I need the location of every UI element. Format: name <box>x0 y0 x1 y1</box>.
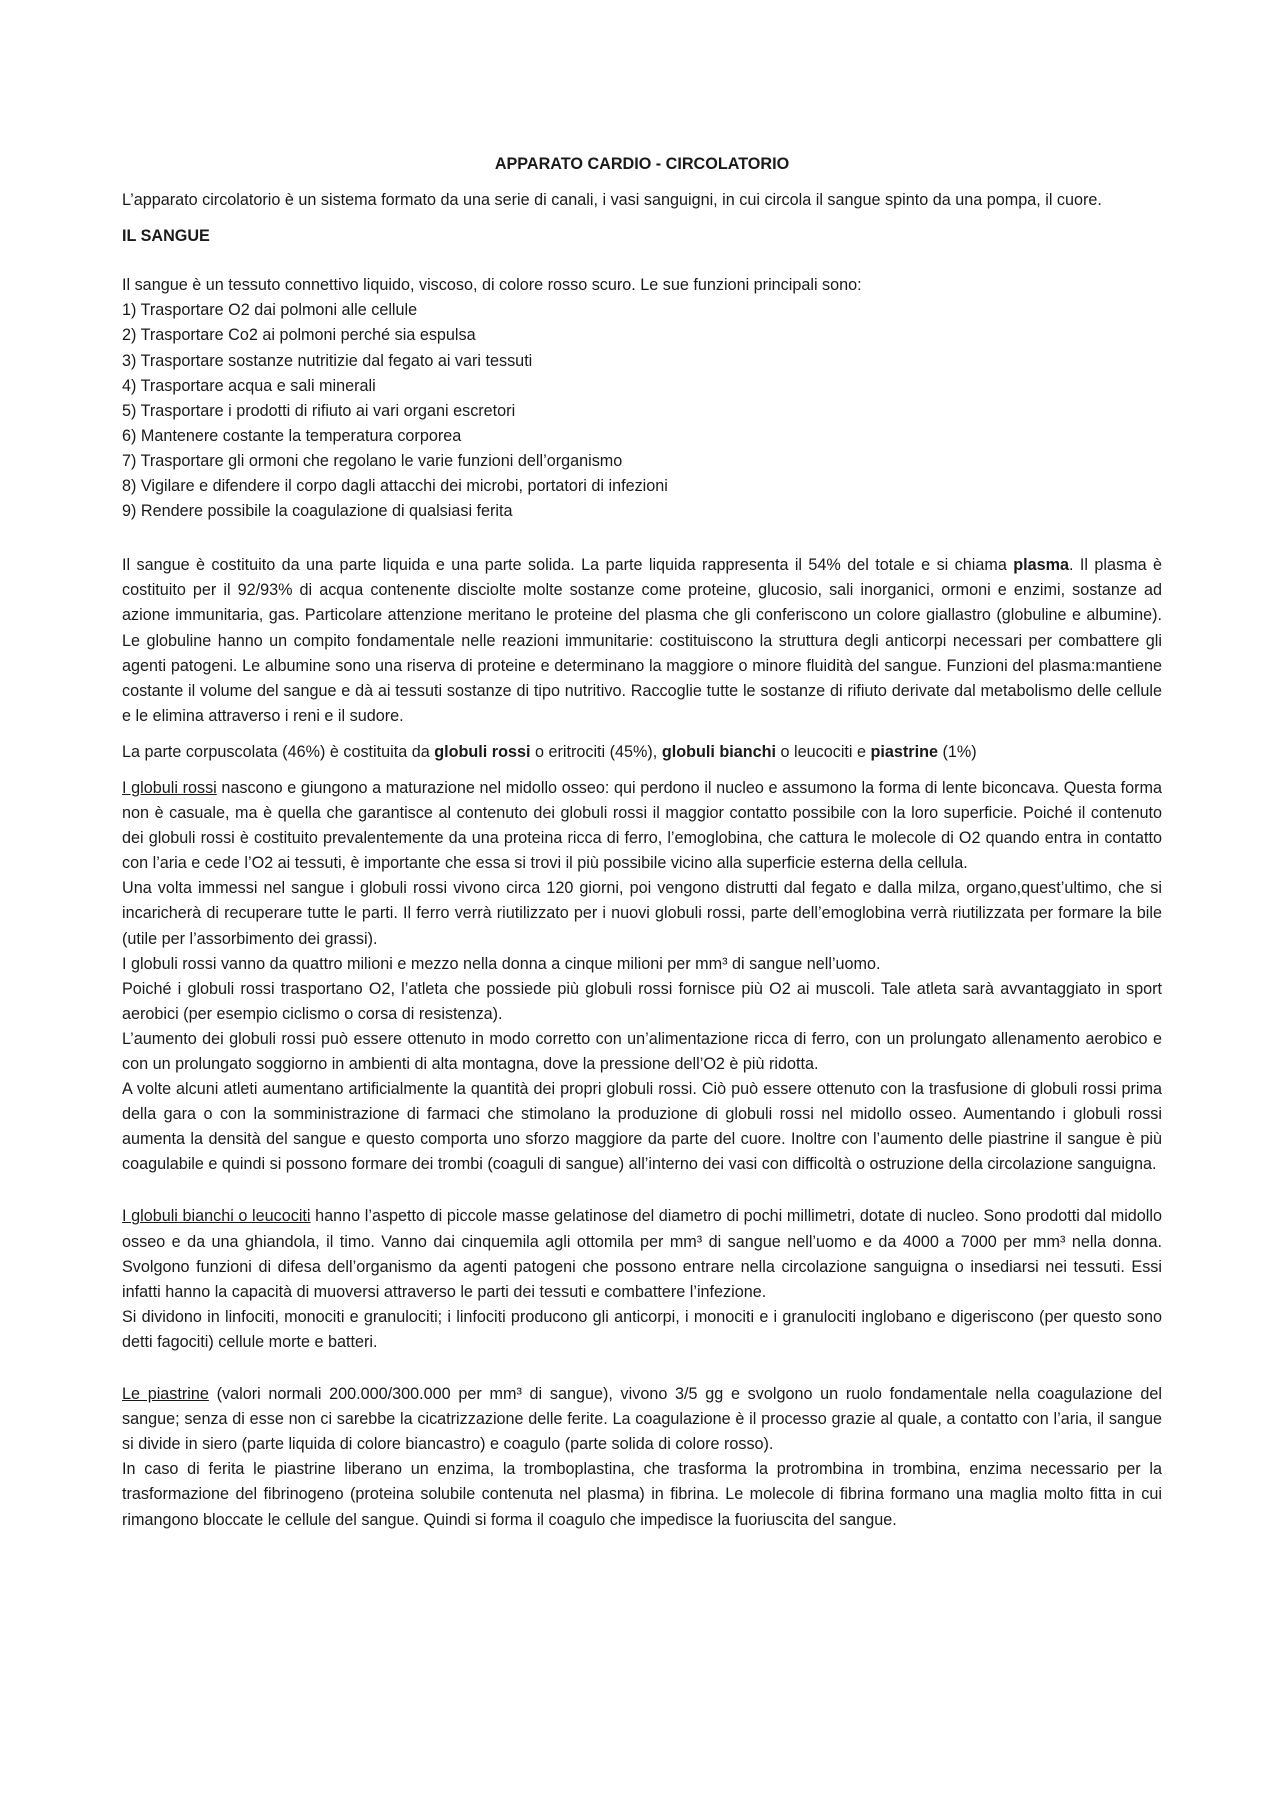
list-item: 6) Mantenere costante la temperatura corporea <box>122 426 462 445</box>
term-piastrine: piastrine <box>870 742 938 761</box>
document-title: APPARATO CARDIO - CIRCOLATORIO <box>494 155 790 173</box>
corpuscolata-text: o leucociti e <box>776 742 871 761</box>
corpuscolata-paragraph <box>122 740 1162 765</box>
globuli-rossi-paragraph <box>122 776 1162 876</box>
list-item: 5) Trasportare i prodotti di rifiuto ai vari organi escretori <box>122 401 516 420</box>
globuli-rossi-lifespan: Una volta immessi nel sangue i globuli rossi vivono circa 120 giorni, poi vengono distrutti dal fegato e dalla milza, organo,quest’ultimo, che si incaricherà di recuperare tutte le parti. Il ferro verrà riutilizzato per i nuovi globuli rossi, parte dell’emoglobina verrà riutilizzata per formare la bile (utile per l’assorbimento dei grassi). <box>122 879 1162 948</box>
section-heading-sangue: IL SANGUE <box>122 227 210 246</box>
piastrine-paragraph <box>122 1382 1162 1457</box>
globuli-bianchi-text: hanno l’aspetto di piccole masse gelatinose del diametro di pochi millimetri, dotate di nucleo. Sono prodotti dal midollo osseo e da una ghiandola, il timo. Vanno dai cinquemila agli ottomila per mm³ di sangue nell’uomo e da 4000 a 7000 per mm³ nella donna. Svolgono funzioni di difesa dell’organismo da agenti patogeni che possono entrare nella circolazione sanguigna o insediarsi nei tessuti. Essi infatti hanno la capacità di muoversi attraverso le parti dei tessuti e combattere l’infezione. <box>122 1207 1162 1301</box>
plasma-paragraph <box>122 553 1162 729</box>
list-item: 3) Trasportare sostanze nutritizie dal fegato ai vari tessuti <box>122 351 533 370</box>
document-page <box>122 152 1162 1533</box>
functions-intro: Il sangue è un tessuto connettivo liquido, viscoso, di colore rosso scuro. Le sue funzioni principali sono: <box>122 276 862 295</box>
globuli-rossi-count: I globuli rossi vanno da quattro milioni e mezzo nella donna a cinque milioni per mm³ di sangue nell’uomo. <box>122 954 881 973</box>
functions-list <box>122 298 1162 524</box>
list-item: 2) Trasportare Co2 ai polmoni perché sia espulsa <box>122 326 476 345</box>
list-item: 9) Rendere possibile la coagulazione di qualsiasi ferita <box>122 502 513 521</box>
corpuscolata-text: o eritrociti (45%), <box>530 742 662 761</box>
globuli-rossi-athletes: Poiché i globuli rossi trasportano O2, l’atleta che possiede più globuli rossi fornisce più O2 ai muscoli. Tale atleta sarà avvantaggiato in sport aerobici (per esempio ciclismo o corsa di resistenza). <box>122 979 1162 1023</box>
corpuscolata-text: (1%) <box>938 742 977 761</box>
plasma-term: plasma <box>1013 556 1070 575</box>
globuli-rossi-doping: A volte alcuni atleti aumentano artificialmente la quantità dei propri globuli rossi. Ciò può essere ottenuto con la trasfusione di globuli rossi prima della gara o con la somministrazione di farmaci che stimolano la produzione di globuli rossi nel midollo osseo. Aumentando i globuli rossi aumenta la densità del sangue e questo comporta uno sforzo maggiore da parte del cuore. Inoltre con l’aumento delle piastrine il sangue è più coagulabile e quindi si possono formare dei trombi (coaguli di sangue) all’interno dei vasi con difficoltà o ostruzione della circolazione sanguigna. <box>122 1080 1162 1174</box>
piastrine-heading: Le piastrine <box>122 1385 209 1404</box>
term-globuli-bianchi: globuli bianchi <box>661 742 777 761</box>
globuli-bianchi-heading: I globuli bianchi o leucociti <box>122 1207 311 1226</box>
plasma-text-before: Il sangue è costituito da una parte liquida e una parte solida. La parte liquida rappresenta il 54% del totale e si chiama <box>122 556 1014 575</box>
globuli-bianchi-paragraph <box>122 1204 1162 1304</box>
globuli-rossi-text: nascono e giungono a maturazione nel midollo osseo: qui perdono il nucleo e assumono la forma di lente biconcava. Questa forma non è casuale, ma è quella che garantisce al contenuto dei globuli rossi il maggior contatto possibile con la loro superficie. Poiché il contenuto dei globuli rossi è costituito prevalentemente da una proteina ricca di ferro, l’emoglobina, che cattura le molecole di O2 quando entra in contatto con l’aria e cede l’O2 ai tessuti, è importante che essa si trovi il più possibile vicino alla superficie esterna della cellula. <box>122 778 1162 873</box>
globuli-bianchi-types: Si dividono in linfociti, monociti e granulociti; i linfociti producono gli anticorpi, i monociti e i granulociti inglobano e digeriscono (per questo sono detti fagociti) cellule morte e batteri. <box>122 1307 1162 1351</box>
piastrine-text: (valori normali 200.000/300.000 per mm³ di sangue), vivono 3/5 gg e svolgono un ruolo fondamentale nella coagulazione del sangue; senza di esse non ci sarebbe la cicatrizzazione delle ferite. La coagulazione è il processo grazie al quale, a contatto con l’aria, il sangue si divide in siero (parte liquida di colore biancastro) e coagulo (parte solida di colore rosso). <box>122 1385 1162 1454</box>
piastrine-coagulation: In caso di ferita le piastrine liberano un enzima, la tromboplastina, che trasforma la protrombina in trombina, enzima necessario per la trasformazione del fibrinogeno (proteina solubile contenuta nel plasma) in fibrina. Le molecole di fibrina formano una maglia molto fitta in cui rimangono bloccate le cellule del sangue. Quindi si forma il coagulo che impedisce la fuoriuscita del sangue. <box>122 1460 1162 1529</box>
list-item: 7) Trasportare gli ormoni che regolano le varie funzioni dell’organismo <box>122 451 623 470</box>
list-item: 4) Trasportare acqua e sali minerali <box>122 376 376 395</box>
corpuscolata-text: La parte corpuscolata (46%) è costituita da <box>122 742 435 761</box>
globuli-rossi-heading: I globuli rossi <box>122 778 217 797</box>
term-globuli-rossi: globuli rossi <box>434 742 531 761</box>
list-item: 8) Vigilare e difendere il corpo dagli attacchi dei microbi, portatori di infezioni <box>122 477 668 496</box>
plasma-text-after: . Il plasma è costituito per il 92/93% di acqua contenente disciolte molte sostanze come proteine, glucosio, sali inorganici, ormoni e enzimi, sostanze ad azione immunitaria, gas. Particolare attenzione meritano le proteine del plasma che gli conferiscono un colore giallastro (globuline e albumine). Le globuline hanno un compito fondamentale nelle reazioni immunitarie: costituiscono la struttura degli anticorpi necessari per combattere gli agenti patogeni. Le albumine sono una riserva di proteine e determinano la maggiore o minore fluidità del sangue. Funzioni del plasma:mantiene costante il volume del sangue e dà ai tessuti sostanze di tipo nutritivo. Raccoglie tutte le sostanze di rifiuto derivate dal metabolismo delle cellule e le elimina attraverso i reni e il sudore. <box>122 556 1162 725</box>
globuli-rossi-increase: L’aumento dei globuli rossi può essere ottenuto in modo corretto con un’alimentazione ricca di ferro, con un prolungato allenamento aerobico e con un prolungato soggiorno in ambienti di alta montagna, dove la pressione dell’O2 è più ridotta. <box>122 1029 1162 1073</box>
list-item: 1) Trasportare O2 dai polmoni alle cellule <box>122 301 418 320</box>
intro-paragraph: L’apparato circolatorio è un sistema formato da una serie di canali, i vasi sanguigni, in cui circola il sangue spinto da una pompa, il cuore. <box>122 191 1102 210</box>
